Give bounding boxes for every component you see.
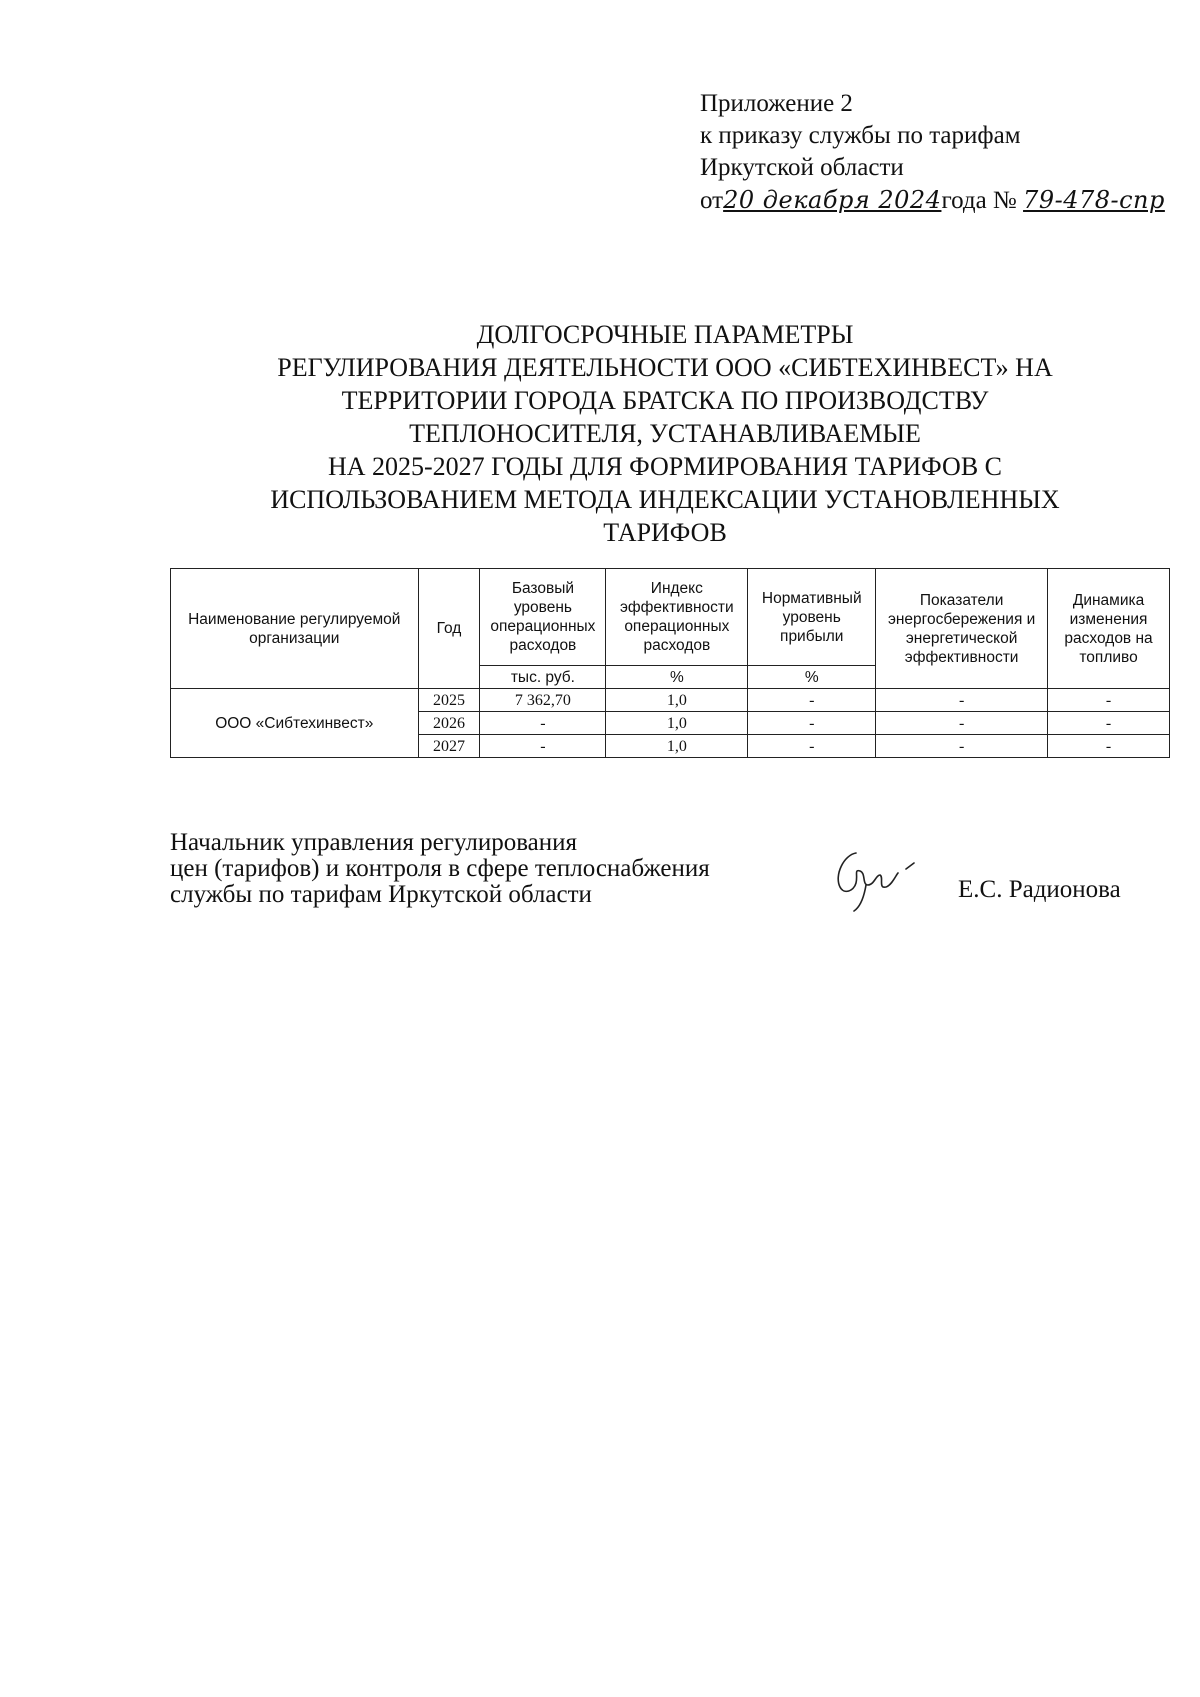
table-header-row <box>171 569 1170 666</box>
cell-energy: - <box>876 712 1048 735</box>
year-word: года № <box>941 187 1017 214</box>
cell-fuel: - <box>1048 735 1170 758</box>
header-profit: Нормативный уровень прибыли <box>748 569 876 666</box>
cell-base: - <box>480 735 606 758</box>
appendix-line-2: к приказу службы по тарифам <box>700 122 1021 149</box>
cell-fuel: - <box>1048 712 1170 735</box>
document-title <box>80 318 1200 549</box>
table-row <box>171 689 1170 712</box>
appendix-block <box>700 88 1165 217</box>
unit-profit: % <box>748 666 876 689</box>
signatory-position <box>170 830 710 908</box>
title-line-3: ТЕРРИТОРИИ ГОРОДА БРАТСКА ПО ПРОИЗВОДСТВУ <box>341 386 989 415</box>
date-prefix: от <box>700 187 724 214</box>
cell-energy: - <box>876 735 1048 758</box>
footer-line-1: Начальник управления регулирования <box>170 829 578 856</box>
footer-line-2: цен (тарифов) и контроля в сфере теплоснабжения <box>170 855 710 882</box>
handwritten-order-number: 79-478-спр <box>1023 186 1165 214</box>
unit-base: тыс. руб. <box>480 666 606 689</box>
cell-base: 7 362,70 <box>480 689 606 712</box>
title-line-2: РЕГУЛИРОВАНИЯ ДЕЯТЕЛЬНОСТИ ООО «СИБТЕХИНВЕСТ» НА <box>277 353 1053 382</box>
header-base: Базовый уровень операционных расходов <box>480 569 606 666</box>
title-line-7: ТАРИФОВ <box>603 518 727 547</box>
appendix-date-line <box>700 184 1165 217</box>
cell-index: 1,0 <box>606 689 748 712</box>
unit-index: % <box>606 666 748 689</box>
header-energy: Показатели энергосбережения и энергетической эффективности <box>876 569 1048 689</box>
cell-index: 1,0 <box>606 712 748 735</box>
title-line-5: НА 2025-2027 ГОДЫ ДЛЯ ФОРМИРОВАНИЯ ТАРИФОВ С <box>327 452 1003 481</box>
header-fuel: Динамика изменения расходов на топливо <box>1048 569 1170 689</box>
appendix-line-3: Иркутской области <box>700 154 904 181</box>
parameters-table <box>170 568 1170 758</box>
cell-fuel: - <box>1048 689 1170 712</box>
title-line-1: ДОЛГОСРОЧНЫЕ ПАРАМЕТРЫ <box>476 320 854 349</box>
handwritten-date: 20 декабря 2024 <box>723 186 942 214</box>
org-name: ООО «Сибтехинвест» <box>171 689 419 758</box>
cell-year: 2025 <box>418 689 480 712</box>
cell-profit: - <box>748 689 876 712</box>
appendix-line-1: Приложение 2 <box>700 90 853 117</box>
cell-base: - <box>480 712 606 735</box>
cell-year: 2026 <box>418 712 480 735</box>
title-line-6: ИСПОЛЬЗОВАНИЕМ МЕТОДА ИНДЕКСАЦИИ УСТАНОВЛЕННЫХ <box>270 485 1060 514</box>
header-year: Год <box>418 569 480 689</box>
cell-profit: - <box>748 735 876 758</box>
header-index: Индекс эффективности операционных расходов <box>606 569 748 666</box>
cell-energy: - <box>876 689 1048 712</box>
signer-name: Е.С. Радионова <box>958 876 1121 903</box>
header-org: Наименование регулируемой организации <box>171 569 419 689</box>
footer-line-3: службы по тарифам Иркутской области <box>170 881 592 908</box>
title-line-4: ТЕПЛОНОСИТЕЛЯ, УСТАНАВЛИВАЕМЫЕ <box>409 419 921 448</box>
cell-profit: - <box>748 712 876 735</box>
handwritten-signature-icon <box>826 845 916 915</box>
cell-index: 1,0 <box>606 735 748 758</box>
cell-year: 2027 <box>418 735 480 758</box>
